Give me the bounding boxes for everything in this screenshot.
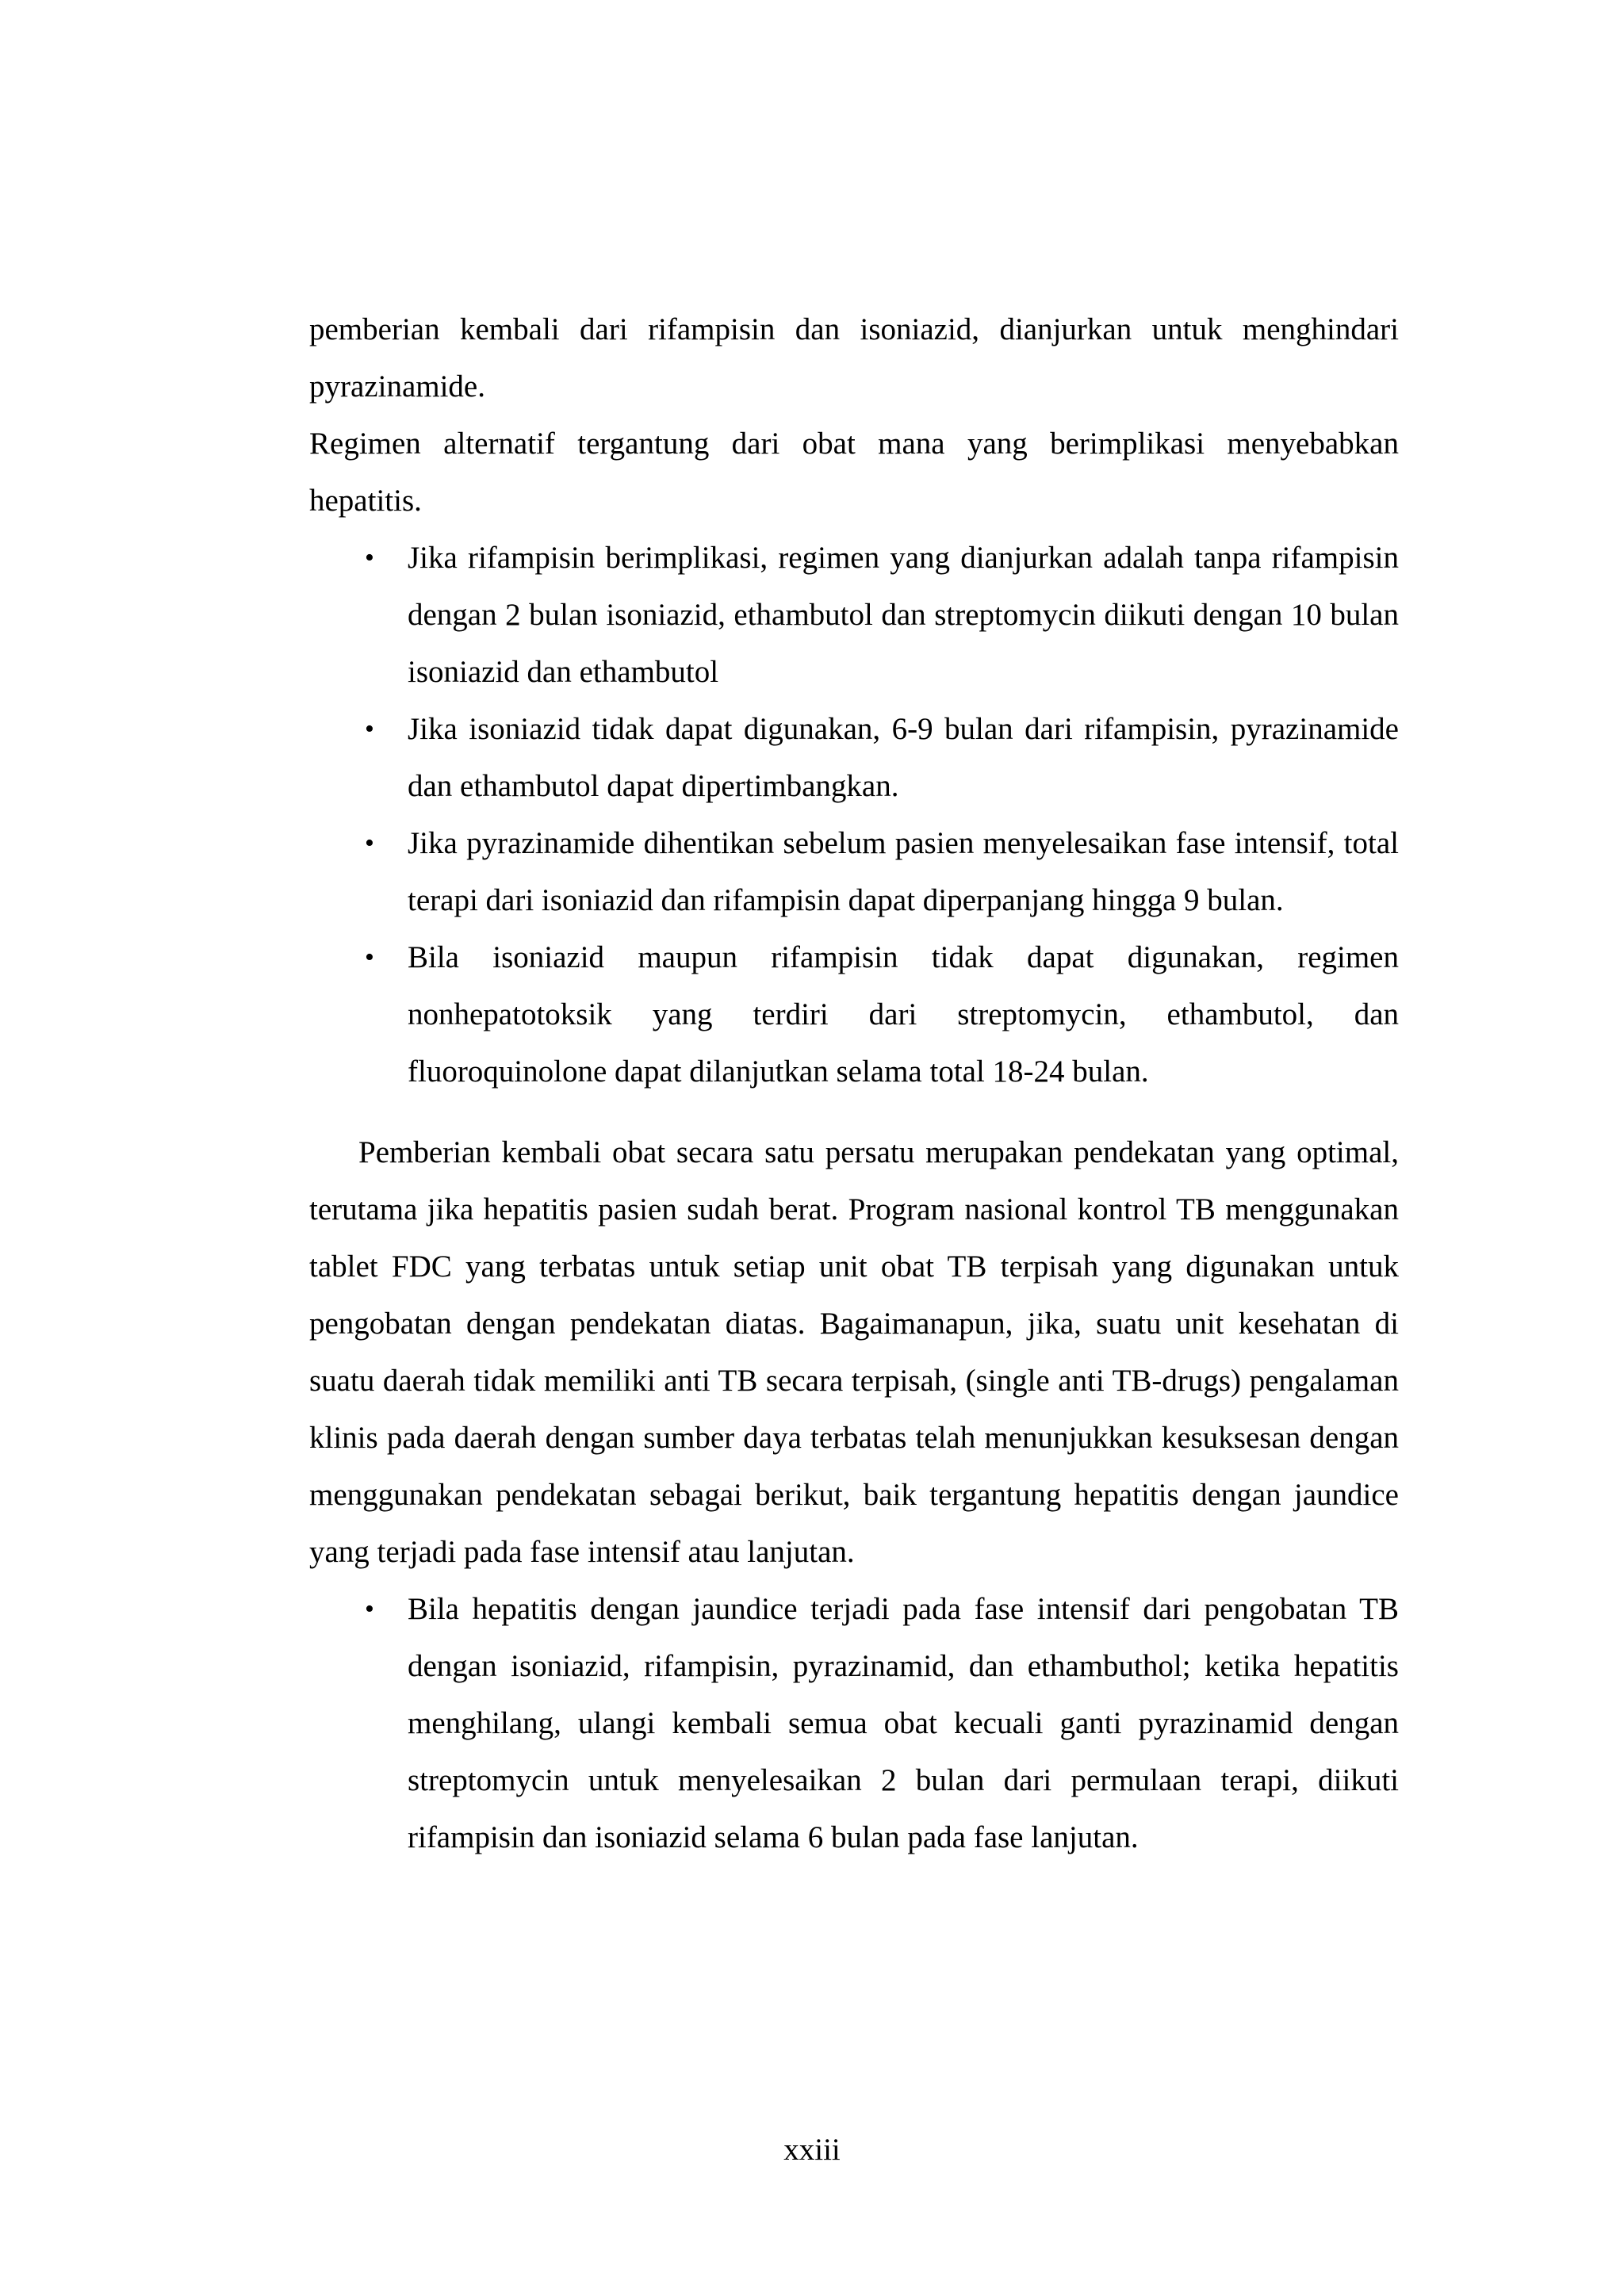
main-paragraph: Pemberian kembali obat secara satu persatu merupakan pendekatan yang optimal, terutama jika hepatitis pasien sudah berat. Program nasional kontrol TB menggunakan tablet FDC yang terbatas untuk setiap unit obat TB terpisah yang digunakan untuk pengobatan dengan pendekatan diatas. Bagaimanapun, jika, suatu unit kesehatan di suatu daerah tidak memiliki anti TB secara terpisah, (single anti TB-drugs) pengalaman klinis pada daerah dengan sumber daya terbatas telah menunjukkan kesuksesan dengan menggunakan pendekatan sebagai berikut, baik tergantung hepatitis dengan jaundice yang terjadi pada fase intensif atau lanjutan. [309, 1135, 1399, 1569]
bullet-list-alternative-regimens [309, 530, 1399, 1100]
list-item [365, 815, 1399, 929]
bullet-icon: • [365, 1594, 374, 1624]
page-body [309, 301, 1399, 1866]
bullet-icon: • [365, 828, 374, 858]
intro-paragraph-1: pemberian kembali dari rifampisin dan isoniazid, dianjurkan untuk menghindari pyrazinamide. [309, 312, 1399, 404]
list-item-text: Jika pyrazinamide dihentikan sebelum pasien menyelesaikan fase intensif, total terapi dari isoniazid dan rifampisin dapat diperpanjang hingga 9 bulan. [408, 826, 1399, 917]
list-item [365, 929, 1399, 1100]
page-number: xxiii [783, 2133, 841, 2167]
list-item-text: Bila hepatitis dengan jaundice terjadi pada fase intensif dari pengobatan TB dengan isoniazid, rifampisin, pyrazinamid, dan ethambuthol; ketika hepatitis menghilang, ulangi kembali semua obat kecuali ganti pyrazinamid dengan streptomycin untuk menyelesaikan 2 bulan dari permulaan terapi, diikuti rifampisin dan isoniazid selama 6 bulan pada fase lanjutan. [408, 1592, 1399, 1854]
bullet-list-jaundice [309, 1581, 1399, 1866]
bullet-icon: • [365, 714, 374, 744]
list-item-text: Jika rifampisin berimplikasi, regimen yang dianjurkan adalah tanpa rifampisin dengan 2 bulan isoniazid, ethambutol dan streptomycin diikuti dengan 10 bulan isoniazid dan ethambutol [408, 541, 1399, 689]
list-item-text: Bila isoniazid maupun rifampisin tidak dapat digunakan, regimen nonhepatotoksik yang terdiri dari streptomycin, ethambutol, dan fluoroquinolone dapat dilanjutkan selama total 18-24 bulan. [408, 940, 1399, 1089]
list-item [365, 530, 1399, 701]
list-item-text: Jika isoniazid tidak dapat digunakan, 6-9 bulan dari rifampisin, pyrazinamide dan ethambutol dapat dipertimbangkan. [408, 712, 1399, 803]
list-item [365, 1581, 1399, 1866]
list-item [365, 701, 1399, 815]
bullet-icon: • [365, 543, 374, 572]
intro-paragraph-2: Regimen alternatif tergantung dari obat mana yang berimplikasi menyebabkan hepatitis. [309, 427, 1399, 518]
bullet-icon: • [365, 943, 374, 972]
